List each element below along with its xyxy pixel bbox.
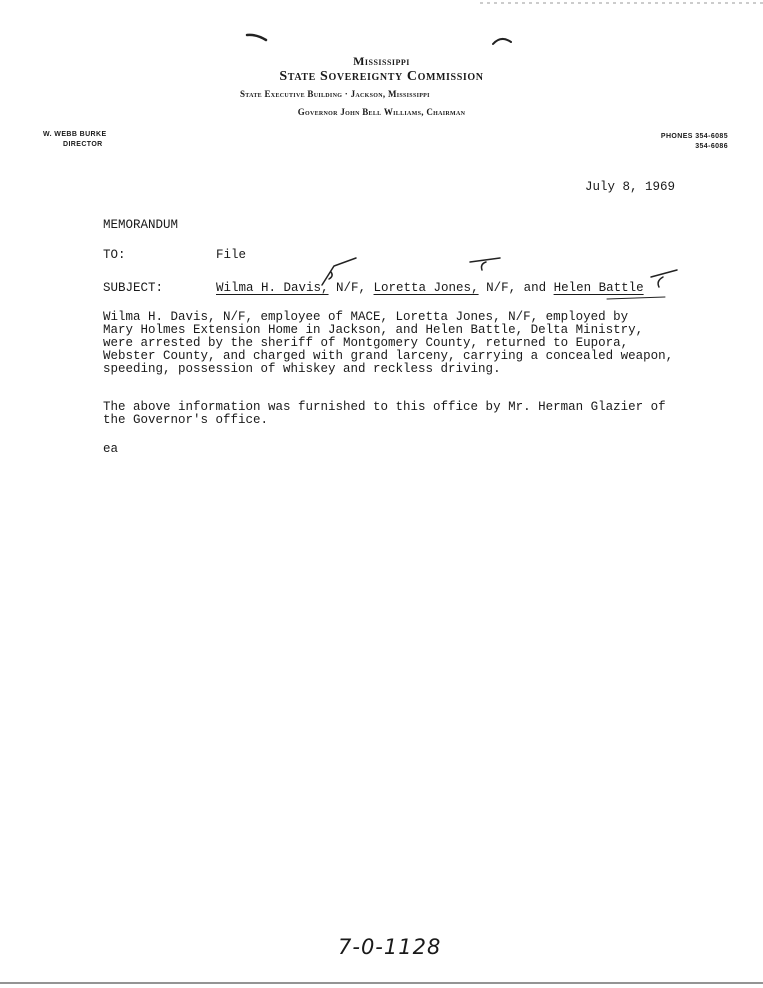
source-line: the Governor's office. [103, 413, 269, 427]
phone-2: 354-6086 [695, 143, 728, 150]
memo-source-paragraph [103, 401, 683, 427]
director-name: W. WEBB BURKE [43, 131, 107, 138]
body-line: Mary Holmes Extension Home in Jackson, and Helen Battle, Delta Ministry, [103, 323, 644, 337]
pen-mark-top-left [247, 35, 266, 40]
phone-line-1 [661, 132, 728, 142]
director-block [43, 130, 107, 150]
subject-tag-2: N/F, and [478, 281, 554, 295]
check-mark-battle [651, 270, 677, 287]
typist-initials: ea [103, 442, 119, 456]
pen-mark-top-right [493, 39, 511, 44]
director-title: DIRECTOR [63, 141, 103, 148]
subject-value [216, 281, 644, 295]
phone-1: 354-6085 [695, 133, 728, 140]
address-separator-dot: · [344, 89, 351, 99]
letterhead-governor: Governor John Bell Williams, Chairman [297, 107, 466, 117]
underline-battle-tail [607, 297, 665, 299]
subject-label: SUBJECT: [103, 281, 164, 295]
memo-body-paragraph [103, 311, 683, 376]
address-city: Jackson, Mississippi [350, 89, 430, 99]
subject-name-davis: Wilma H. Davis, [216, 281, 329, 295]
body-line: Wilma H. Davis, N/F, employee of MACE, Loretta Jones, N/F, employed by [103, 310, 629, 324]
memo-date: July 8, 1969 [585, 180, 676, 194]
body-line: Webster County, and charged with grand larceny, carrying a concealed weapon, [103, 349, 674, 363]
subject-name-jones: Loretta Jones, [373, 281, 479, 295]
letterhead-state: Mississippi [353, 54, 410, 68]
body-line: were arrested by the sheriff of Montgomery County, returned to Eupora, [103, 336, 629, 350]
letterhead-commission: State Sovereignty Commission [279, 69, 484, 84]
handwritten-file-number: 7-0-1128 [338, 935, 442, 959]
memo-heading: MEMORANDUM [103, 218, 179, 232]
address-building: State Executive Building [240, 89, 343, 99]
letterhead-address [240, 89, 430, 99]
to-label: TO: [103, 248, 126, 262]
to-value: File [216, 248, 247, 262]
phones-label: PHONES [660, 133, 693, 140]
body-line: speeding, possession of whiskey and reckless driving. [103, 362, 501, 376]
check-mark-jones [470, 258, 500, 270]
source-line: The above information was furnished to this office by Mr. Herman Glazier of [103, 400, 666, 414]
subject-name-battle: Helen Battle [553, 281, 644, 295]
phones-block [661, 132, 728, 152]
subject-tag-1: N/F, [328, 281, 374, 295]
